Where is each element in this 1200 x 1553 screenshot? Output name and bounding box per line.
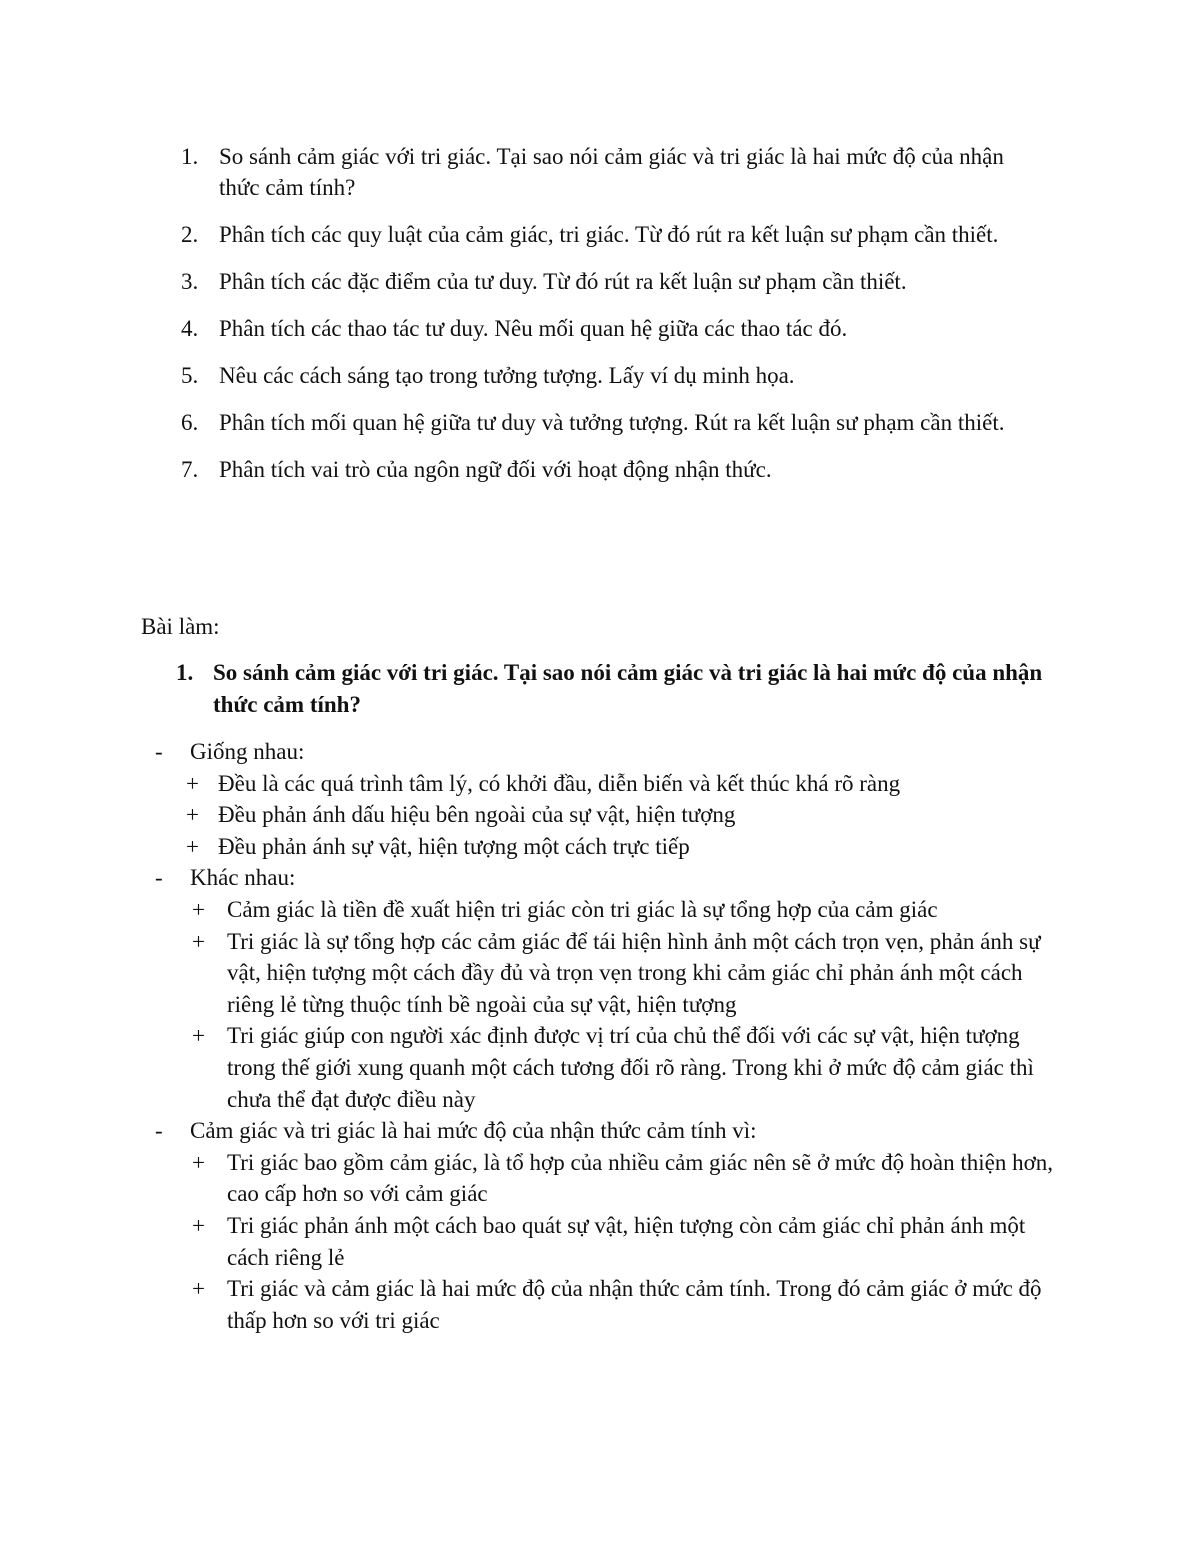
answer-heading-number: 1.	[176, 660, 194, 685]
question-number: 6.	[181, 410, 199, 435]
question-number: 5.	[181, 363, 199, 388]
plus-bullet: +	[186, 770, 199, 796]
dash-bullet: -	[155, 739, 163, 764]
answer-body	[0, 736, 1200, 1336]
question-text: Phân tích vai trò của ngôn ngữ đối với hoạt động nhận thức.	[219, 457, 772, 482]
list-item-text: Đều phản ánh sự vật, hiện tượng một cách trực tiếp	[218, 833, 690, 859]
question-number: 7.	[181, 457, 199, 482]
section-title: Cảm giác và tri giác là hai mức độ của nhận thức cảm tính vì:	[190, 1118, 757, 1144]
question-number: 4.	[181, 316, 199, 341]
list-item-text: Đều phản ánh dấu hiệu bên ngoài của sự vật, hiện tượng	[218, 802, 736, 828]
question-number: 2.	[181, 222, 199, 247]
question-item	[0, 360, 1049, 391]
question-text: So sánh cảm giác với tri giác. Tại sao nói cảm giác và tri giác là hai mức độ của nhận thức cảm tính?	[219, 144, 1004, 200]
question-text: Phân tích các đặc điểm của tư duy. Từ đó rút ra kết luận sư phạm cần thiết.	[219, 269, 907, 294]
list-item	[0, 1020, 1062, 1115]
question-list	[0, 141, 1200, 501]
question-number: 3.	[181, 269, 199, 294]
plus-bullet: +	[192, 1023, 205, 1049]
list-item	[0, 1273, 1062, 1336]
list-item-text: Tri giác giúp con người xác định được vị trí của chủ thể đối với các sự vật, hiện tượng trong thế giới xung quanh một cách tương đối rõ ràng. Trong khi ở mức độ cảm giác thì chưa thể đạt được điều này	[227, 1023, 1034, 1112]
plus-bullet: +	[192, 1276, 205, 1302]
question-text: Phân tích các thao tác tư duy. Nêu mối quan hệ giữa các thao tác đó.	[219, 316, 848, 341]
list-item	[0, 768, 1068, 800]
question-item	[0, 454, 1049, 485]
list-item	[0, 1147, 1062, 1210]
question-text: Phân tích mối quan hệ giữa tư duy và tưởng tượng. Rút ra kết luận sư phạm cần thiết.	[219, 410, 1005, 435]
list-item-text: Cảm giác là tiền đề xuất hiện tri giác còn tri giác là sự tổng hợp của cảm giác	[227, 896, 938, 922]
section-title: Giống nhau:	[190, 739, 305, 764]
section-heading	[0, 862, 1070, 894]
dash-bullet: -	[155, 865, 163, 891]
plus-bullet: +	[186, 802, 199, 828]
list-item-text: Tri giác và cảm giác là hai mức độ của nhận thức cảm tính. Trong đó cảm giác ở mức độ thấp hơn so với tri giác	[227, 1276, 1042, 1333]
plus-bullet: +	[186, 833, 199, 859]
list-item-text: Tri giác là sự tổng hợp các cảm giác để tái hiện hình ảnh một cách trọn vẹn, phản ánh sự vật, hiện tượng một cách đầy đủ và trọn vẹn trong khi cảm giác chỉ phản ánh một cách riêng lẻ từng thuộc tính bề ngoài của sự vật, hiện tượng	[227, 928, 1041, 1017]
list-item-text: Tri giác phản ánh một cách bao quát sự vật, hiện tượng còn cảm giác chỉ phản ánh một cách riêng lẻ	[227, 1212, 1026, 1270]
question-item	[0, 313, 1049, 344]
section-heading	[0, 736, 1070, 768]
question-item	[0, 266, 1049, 297]
plus-bullet: +	[192, 928, 205, 954]
list-item-text: Đều là các quá trình tâm lý, có khởi đầu, diễn biến và kết thúc khá rõ ràng	[218, 770, 901, 796]
list-item	[0, 1210, 1062, 1273]
list-item-text: Tri giác bao gồm cảm giác, là tổ hợp của nhiều cảm giác nên sẽ ở mức độ hoàn thiện hơn, cao cấp hơn so với cảm giác	[227, 1149, 1054, 1207]
question-item	[0, 141, 1049, 203]
answer-heading-text: So sánh cảm giác với tri giác. Tại sao nói cảm giác và tri giác là hai mức độ của nhận thức cảm tính?	[213, 660, 1043, 717]
plus-bullet: +	[192, 896, 205, 922]
question-text: Nêu các cách sáng tạo trong tưởng tượng. Lấy ví dụ minh họa.	[219, 363, 795, 388]
plus-bullet: +	[192, 1212, 205, 1238]
answer-heading	[176, 657, 1056, 721]
list-item	[0, 799, 1068, 831]
answer-label: Bài làm:	[141, 614, 220, 639]
list-item	[0, 894, 1062, 926]
list-item	[0, 926, 1062, 1021]
question-number: 1.	[181, 144, 199, 169]
section-heading	[0, 1115, 1070, 1147]
question-text: Phân tích các quy luật của cảm giác, tri giác. Từ đó rút ra kết luận sư phạm cần thiết.	[219, 222, 999, 247]
section-title: Khác nhau:	[190, 865, 296, 891]
question-item	[0, 219, 1049, 250]
plus-bullet: +	[192, 1149, 205, 1175]
list-item	[0, 831, 1068, 863]
question-item	[0, 407, 1049, 438]
dash-bullet: -	[155, 1118, 163, 1144]
